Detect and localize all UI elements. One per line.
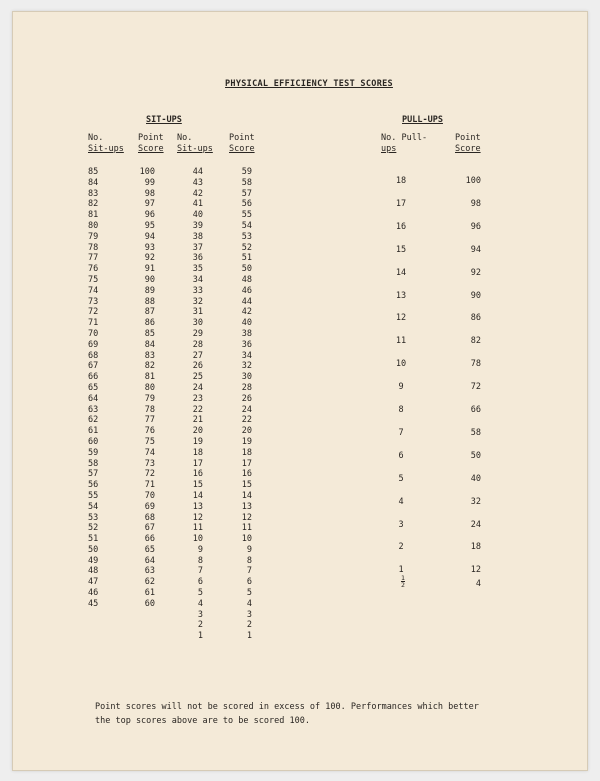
situps-point: 22 bbox=[241, 415, 252, 426]
situps-point: 19 bbox=[241, 436, 252, 447]
pullups-no-header bbox=[381, 133, 427, 155]
situps-count: 11 bbox=[192, 523, 203, 534]
situps-count: 85 bbox=[88, 167, 99, 177]
situps-point: 53 bbox=[241, 231, 252, 242]
situps-point: 28 bbox=[241, 382, 252, 393]
situps-count: 34 bbox=[192, 274, 203, 285]
situps-point: 98 bbox=[144, 188, 155, 199]
situps-point: 6 bbox=[246, 577, 252, 588]
pullup-point: 98 bbox=[470, 198, 481, 209]
situps-point: 7 bbox=[246, 566, 252, 577]
situps-point: 8 bbox=[246, 555, 252, 566]
situps-count: 60 bbox=[88, 436, 99, 447]
footnote-line: Point scores will not be scored in excess of 100. Performances which better bbox=[95, 702, 479, 712]
pullup-count: 17 bbox=[395, 198, 407, 209]
situps-point: 13 bbox=[241, 501, 252, 512]
pullup-point: 58 bbox=[470, 427, 481, 438]
situps-count: 65 bbox=[88, 382, 99, 393]
situps-count: 15 bbox=[192, 480, 203, 491]
situps-count: 30 bbox=[192, 318, 203, 329]
situps-count: 70 bbox=[88, 328, 99, 339]
situps-point: 48 bbox=[241, 274, 252, 285]
header-line: ups bbox=[381, 144, 397, 154]
situps-heading: SIT-UPS bbox=[146, 115, 182, 125]
situps-count: 72 bbox=[88, 307, 99, 318]
situps-count: 17 bbox=[192, 458, 203, 469]
situps-count: 8 bbox=[197, 555, 203, 566]
situps-point: 93 bbox=[144, 242, 155, 253]
header-line: Score bbox=[229, 144, 255, 154]
situps-point: 54 bbox=[241, 220, 252, 231]
situps-point: 88 bbox=[144, 296, 155, 307]
pullup-count: 4 bbox=[398, 496, 404, 507]
pullup-point: 96 bbox=[470, 221, 481, 232]
situps-point: 75 bbox=[144, 436, 155, 447]
pullup-point: 92 bbox=[470, 267, 481, 278]
situps-point: 15 bbox=[241, 480, 252, 491]
pullup-point: 100 bbox=[465, 176, 481, 186]
header-line: Point bbox=[229, 133, 255, 143]
situps-point: 66 bbox=[144, 534, 155, 545]
situps-point: 30 bbox=[241, 372, 252, 383]
situps-col2-pt-header bbox=[229, 133, 255, 155]
situps-count: 48 bbox=[88, 566, 99, 577]
situps-point: 97 bbox=[144, 199, 155, 210]
page-title: PHYSICAL EFFICIENCY TEST SCORES bbox=[225, 79, 393, 89]
pullup-count: 3 bbox=[398, 519, 404, 530]
situps-point: 34 bbox=[241, 350, 252, 361]
situps-point: 92 bbox=[144, 253, 155, 264]
situps-count: 52 bbox=[88, 523, 99, 534]
situps-col2-no-header bbox=[177, 133, 213, 155]
situps-point: 94 bbox=[144, 231, 155, 242]
situps-count: 66 bbox=[88, 372, 99, 383]
pullup-count: 7 bbox=[398, 427, 404, 438]
situps-point: 69 bbox=[144, 501, 155, 512]
situps-count: 20 bbox=[192, 426, 203, 437]
header-line: Sit-ups bbox=[88, 144, 124, 154]
situps-count: 12 bbox=[192, 512, 203, 523]
situps-point: 100 bbox=[139, 167, 155, 177]
situps-col1-points bbox=[133, 167, 155, 610]
situps-point: 58 bbox=[241, 177, 252, 188]
pullup-point: 78 bbox=[470, 359, 481, 370]
situps-col2-numbers bbox=[183, 167, 203, 642]
situps-count: 21 bbox=[192, 415, 203, 426]
situps-count: 81 bbox=[88, 210, 99, 221]
situps-point: 86 bbox=[144, 318, 155, 329]
situps-point: 62 bbox=[144, 577, 155, 588]
situps-count: 51 bbox=[88, 534, 99, 545]
pullup-point: 24 bbox=[470, 519, 481, 530]
situps-count: 79 bbox=[88, 231, 99, 242]
situps-col1-numbers bbox=[88, 167, 108, 610]
situps-point: 65 bbox=[144, 544, 155, 555]
pullups-pt-header bbox=[455, 133, 481, 155]
situps-point: 26 bbox=[241, 393, 252, 404]
pullup-point: 82 bbox=[470, 336, 481, 347]
situps-count: 63 bbox=[88, 404, 99, 415]
situps-point: 96 bbox=[144, 210, 155, 221]
situps-point: 52 bbox=[241, 242, 252, 253]
header-line: No. bbox=[177, 133, 193, 143]
pullup-count: 1 bbox=[398, 565, 404, 576]
situps-count: 57 bbox=[88, 469, 99, 480]
pullup-point: 90 bbox=[470, 290, 481, 301]
situps-point: 36 bbox=[241, 339, 252, 350]
situps-count: 35 bbox=[192, 264, 203, 275]
situps-point: 80 bbox=[144, 382, 155, 393]
situps-count: 41 bbox=[192, 199, 203, 210]
situps-point: 91 bbox=[144, 264, 155, 275]
pullup-count: 11 bbox=[395, 336, 407, 347]
situps-point: 12 bbox=[241, 512, 252, 523]
situps-point: 17 bbox=[241, 458, 252, 469]
situps-count: 83 bbox=[88, 188, 99, 199]
situps-count: 7 bbox=[197, 566, 203, 577]
situps-count: 61 bbox=[88, 426, 99, 437]
situps-count: 5 bbox=[197, 588, 203, 599]
situps-count: 36 bbox=[192, 253, 203, 264]
situps-point: 73 bbox=[144, 458, 155, 469]
situps-count: 10 bbox=[192, 534, 203, 545]
situps-point: 84 bbox=[144, 339, 155, 350]
header-line: Score bbox=[138, 144, 164, 154]
situps-point: 50 bbox=[241, 264, 252, 275]
situps-point: 89 bbox=[144, 285, 155, 296]
situps-count: 73 bbox=[88, 296, 99, 307]
pullup-count: 13 bbox=[395, 290, 407, 301]
situps-count: 56 bbox=[88, 480, 99, 491]
situps-point: 78 bbox=[144, 404, 155, 415]
pullup-point: 94 bbox=[470, 244, 481, 255]
situps-count: 74 bbox=[88, 285, 99, 296]
situps-point: 3 bbox=[246, 609, 252, 620]
situps-col1-pt-header bbox=[138, 133, 164, 155]
situps-count: 16 bbox=[192, 469, 203, 480]
situps-count: 75 bbox=[88, 274, 99, 285]
situps-count: 37 bbox=[192, 242, 203, 253]
situps-point: 61 bbox=[144, 588, 155, 599]
header-line: Point bbox=[138, 133, 164, 143]
header-line: Sit-ups bbox=[177, 144, 213, 154]
situps-count: 33 bbox=[192, 285, 203, 296]
situps-count: 76 bbox=[88, 264, 99, 275]
situps-count: 1 bbox=[197, 631, 203, 642]
fraction-denominator: 2 bbox=[401, 581, 405, 589]
situps-count: 42 bbox=[192, 188, 203, 199]
situps-point: 81 bbox=[144, 372, 155, 383]
pullup-point: 72 bbox=[470, 382, 481, 393]
situps-point: 55 bbox=[241, 210, 252, 221]
situps-count: 22 bbox=[192, 404, 203, 415]
situps-count: 54 bbox=[88, 501, 99, 512]
situps-count: 25 bbox=[192, 372, 203, 383]
pullup-count: 2 bbox=[398, 542, 404, 553]
situps-point: 5 bbox=[246, 588, 252, 599]
situps-point: 77 bbox=[144, 415, 155, 426]
situps-count: 3 bbox=[197, 609, 203, 620]
situps-count: 6 bbox=[197, 577, 203, 588]
situps-point: 79 bbox=[144, 393, 155, 404]
situps-count: 64 bbox=[88, 393, 99, 404]
pullup-point: 86 bbox=[470, 313, 481, 324]
situps-count: 62 bbox=[88, 415, 99, 426]
situps-count: 45 bbox=[88, 598, 99, 609]
fraction bbox=[401, 575, 405, 588]
situps-point: 18 bbox=[241, 447, 252, 458]
situps-count: 68 bbox=[88, 350, 99, 361]
pullup-count: 14 bbox=[395, 267, 407, 278]
situps-point: 57 bbox=[241, 188, 252, 199]
situps-point: 51 bbox=[241, 253, 252, 264]
situps-point: 68 bbox=[144, 512, 155, 523]
pullup-count: 6 bbox=[398, 450, 404, 461]
situps-point: 14 bbox=[241, 490, 252, 501]
situps-point: 59 bbox=[241, 167, 252, 177]
situps-count: 53 bbox=[88, 512, 99, 523]
situps-count: 43 bbox=[192, 177, 203, 188]
situps-count: 69 bbox=[88, 339, 99, 350]
situps-point: 32 bbox=[241, 361, 252, 372]
situps-count: 13 bbox=[192, 501, 203, 512]
situps-point: 71 bbox=[144, 480, 155, 491]
situps-point: 46 bbox=[241, 285, 252, 296]
header-line: Point bbox=[455, 133, 481, 143]
situps-count: 9 bbox=[197, 544, 203, 555]
situps-point: 72 bbox=[144, 469, 155, 480]
situps-count: 71 bbox=[88, 318, 99, 329]
situps-point: 38 bbox=[241, 328, 252, 339]
situps-count: 82 bbox=[88, 199, 99, 210]
situps-count: 4 bbox=[197, 598, 203, 609]
situps-count: 28 bbox=[192, 339, 203, 350]
situps-count: 46 bbox=[88, 588, 99, 599]
pullup-point: 32 bbox=[470, 496, 481, 507]
situps-point: 56 bbox=[241, 199, 252, 210]
pullup-count: 15 bbox=[395, 244, 407, 255]
situps-point: 82 bbox=[144, 361, 155, 372]
situps-point: 1 bbox=[246, 631, 252, 642]
situps-count: 47 bbox=[88, 577, 99, 588]
situps-point: 11 bbox=[241, 523, 252, 534]
situps-count: 19 bbox=[192, 436, 203, 447]
pullup-count: 5 bbox=[398, 473, 404, 484]
pullup-point: 12 bbox=[470, 565, 481, 576]
header-line: No. Pull- bbox=[381, 133, 428, 143]
pullup-point: 40 bbox=[470, 473, 481, 484]
situps-point: 24 bbox=[241, 404, 252, 415]
situps-count: 39 bbox=[192, 220, 203, 231]
situps-point: 85 bbox=[144, 328, 155, 339]
header-line: Score bbox=[455, 144, 481, 154]
pullup-point: 66 bbox=[470, 405, 481, 415]
situps-count: 40 bbox=[192, 210, 203, 221]
situps-point: 90 bbox=[144, 274, 155, 285]
pullup-point: 18 bbox=[470, 542, 481, 553]
situps-count: 55 bbox=[88, 490, 99, 501]
pullup-point: 4 bbox=[475, 579, 481, 589]
situps-point: 83 bbox=[144, 350, 155, 361]
fraction-numerator: 1 bbox=[401, 574, 405, 582]
situps-count: 31 bbox=[192, 307, 203, 318]
footnote-line: the top scores above are to be scored 100. bbox=[95, 716, 310, 726]
situps-point: 20 bbox=[241, 426, 252, 437]
situps-point: 99 bbox=[144, 177, 155, 188]
situps-count: 59 bbox=[88, 447, 99, 458]
pullup-point: 50 bbox=[470, 450, 481, 461]
situps-col1-no-header bbox=[88, 133, 124, 155]
situps-point: 9 bbox=[246, 544, 252, 555]
pullups-heading: PULL-UPS bbox=[402, 115, 443, 125]
situps-point: 10 bbox=[241, 534, 252, 545]
document-page bbox=[12, 11, 588, 771]
situps-point: 44 bbox=[241, 296, 252, 307]
situps-count: 27 bbox=[192, 350, 203, 361]
situps-point: 76 bbox=[144, 426, 155, 437]
pullup-count: 9 bbox=[398, 382, 404, 393]
situps-point: 74 bbox=[144, 447, 155, 458]
situps-point: 95 bbox=[144, 220, 155, 231]
situps-point: 67 bbox=[144, 523, 155, 534]
pullup-count: 10 bbox=[395, 359, 407, 370]
situps-count: 58 bbox=[88, 458, 99, 469]
situps-point: 42 bbox=[241, 307, 252, 318]
situps-count: 2 bbox=[197, 620, 203, 631]
situps-count: 77 bbox=[88, 253, 99, 264]
situps-count: 49 bbox=[88, 555, 99, 566]
situps-count: 26 bbox=[192, 361, 203, 372]
footnote bbox=[95, 700, 479, 728]
situps-point: 70 bbox=[144, 490, 155, 501]
pullup-count: 18 bbox=[395, 176, 407, 186]
situps-count: 78 bbox=[88, 242, 99, 253]
situps-col2-points bbox=[232, 167, 252, 642]
situps-count: 44 bbox=[192, 167, 203, 177]
pullup-count: 12 bbox=[395, 313, 407, 324]
situps-count: 50 bbox=[88, 544, 99, 555]
pullup-count: 8 bbox=[398, 405, 404, 415]
situps-count: 67 bbox=[88, 361, 99, 372]
situps-count: 80 bbox=[88, 220, 99, 231]
situps-count: 24 bbox=[192, 382, 203, 393]
situps-count: 32 bbox=[192, 296, 203, 307]
header-line: No. bbox=[88, 133, 104, 143]
situps-point: 2 bbox=[246, 620, 252, 631]
situps-point: 40 bbox=[241, 318, 252, 329]
situps-point: 16 bbox=[241, 469, 252, 480]
situps-count: 38 bbox=[192, 231, 203, 242]
situps-count: 29 bbox=[192, 328, 203, 339]
situps-count: 84 bbox=[88, 177, 99, 188]
situps-point: 87 bbox=[144, 307, 155, 318]
situps-count: 18 bbox=[192, 447, 203, 458]
situps-count: 23 bbox=[192, 393, 203, 404]
situps-point: 64 bbox=[144, 555, 155, 566]
situps-count: 14 bbox=[192, 490, 203, 501]
pullup-count: 16 bbox=[395, 221, 407, 232]
situps-point: 63 bbox=[144, 566, 155, 577]
situps-point: 60 bbox=[144, 598, 155, 609]
situps-point: 4 bbox=[246, 598, 252, 609]
